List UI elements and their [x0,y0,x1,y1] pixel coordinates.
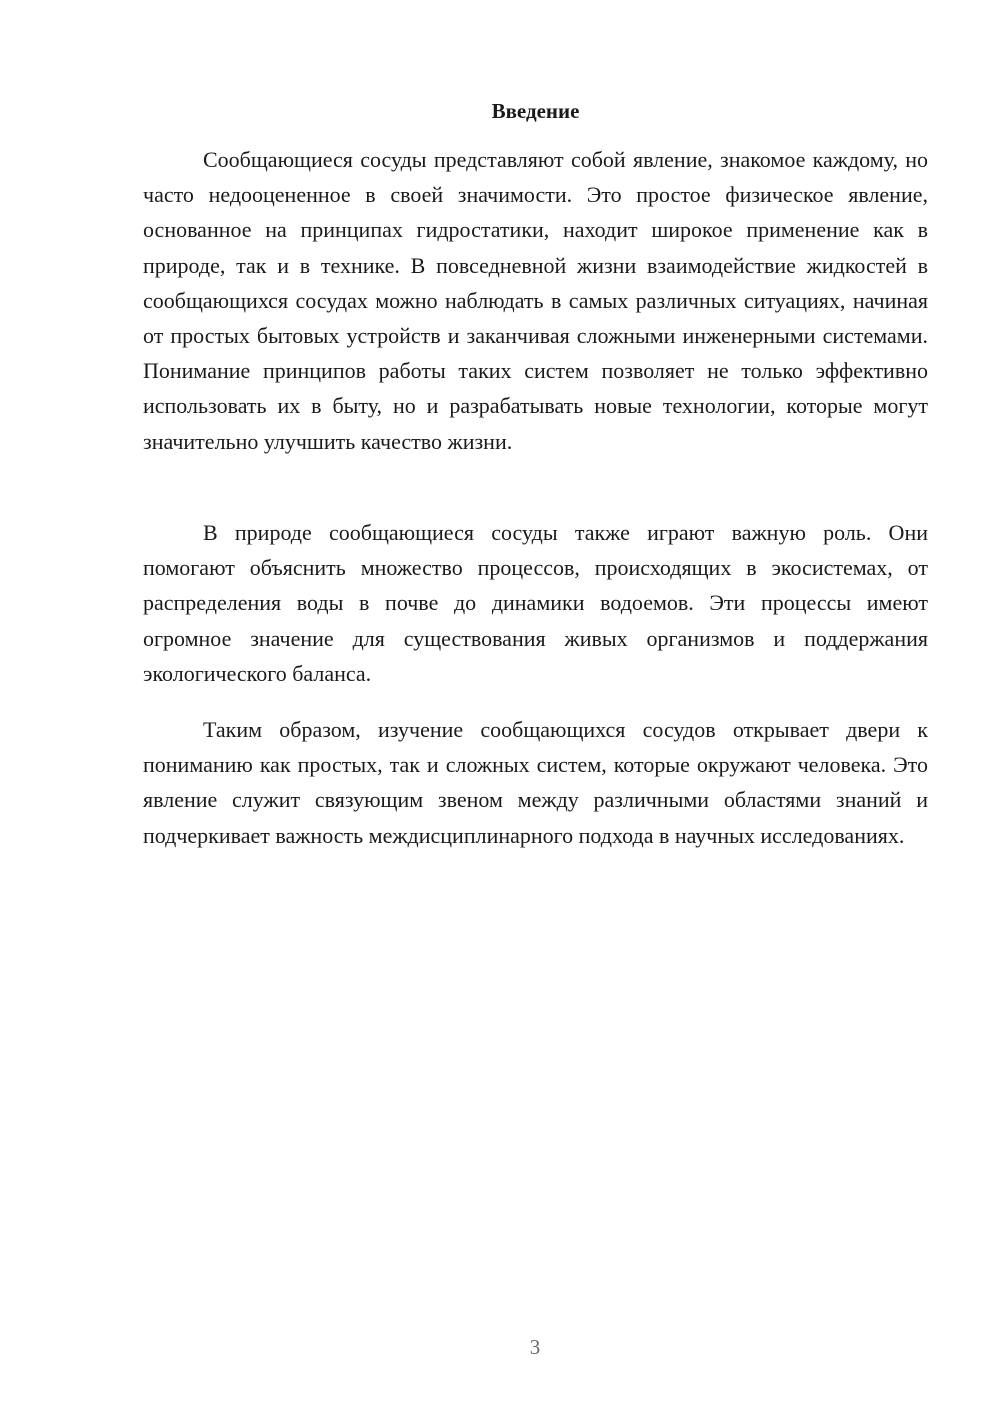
section-title: Введение [491,99,580,123]
paragraph-2: В природе сообщающиеся сосуды также играют важную роль. Они помогают объяснить множество процессов, происходящих в экосистемах, от распределения воды в почве до динамики водоемов. Эти процессы имеют огромное значение для существования живых организмов и поддержания экологического баланса. [143,520,928,686]
paragraph-1: Сообщающиеся сосуды представляют собой явление, знакомое каждому, но часто недооцененное в своей значимости. Это простое физическое явление, основанное на принципах гидростатики, находит широкое применение как в природе, так и в технике. В повседневной жизни взаимодействие жидкостей в сообщающихся сосудах можно наблюдать в самых различных ситуациях, начиная от простых бытовых устройств и заканчивая сложными инженерными системами. Понимание принципов работы таких систем позволяет не только эффективно использовать их в быту, но и разрабатывать новые технологии, которые могут значительно улучшить качество жизни. [143,147,928,454]
page-number: 3 [529,1335,541,1359]
paragraph-3: Таким образом, изучение сообщающихся сосудов открывает двери к пониманию как простых, так и сложных систем, которые окружают человека. Это явление служит связующим звеном между различными областями знаний и подчеркивает важность междисциплинарного подхода в научных исследованиях. [143,717,928,848]
